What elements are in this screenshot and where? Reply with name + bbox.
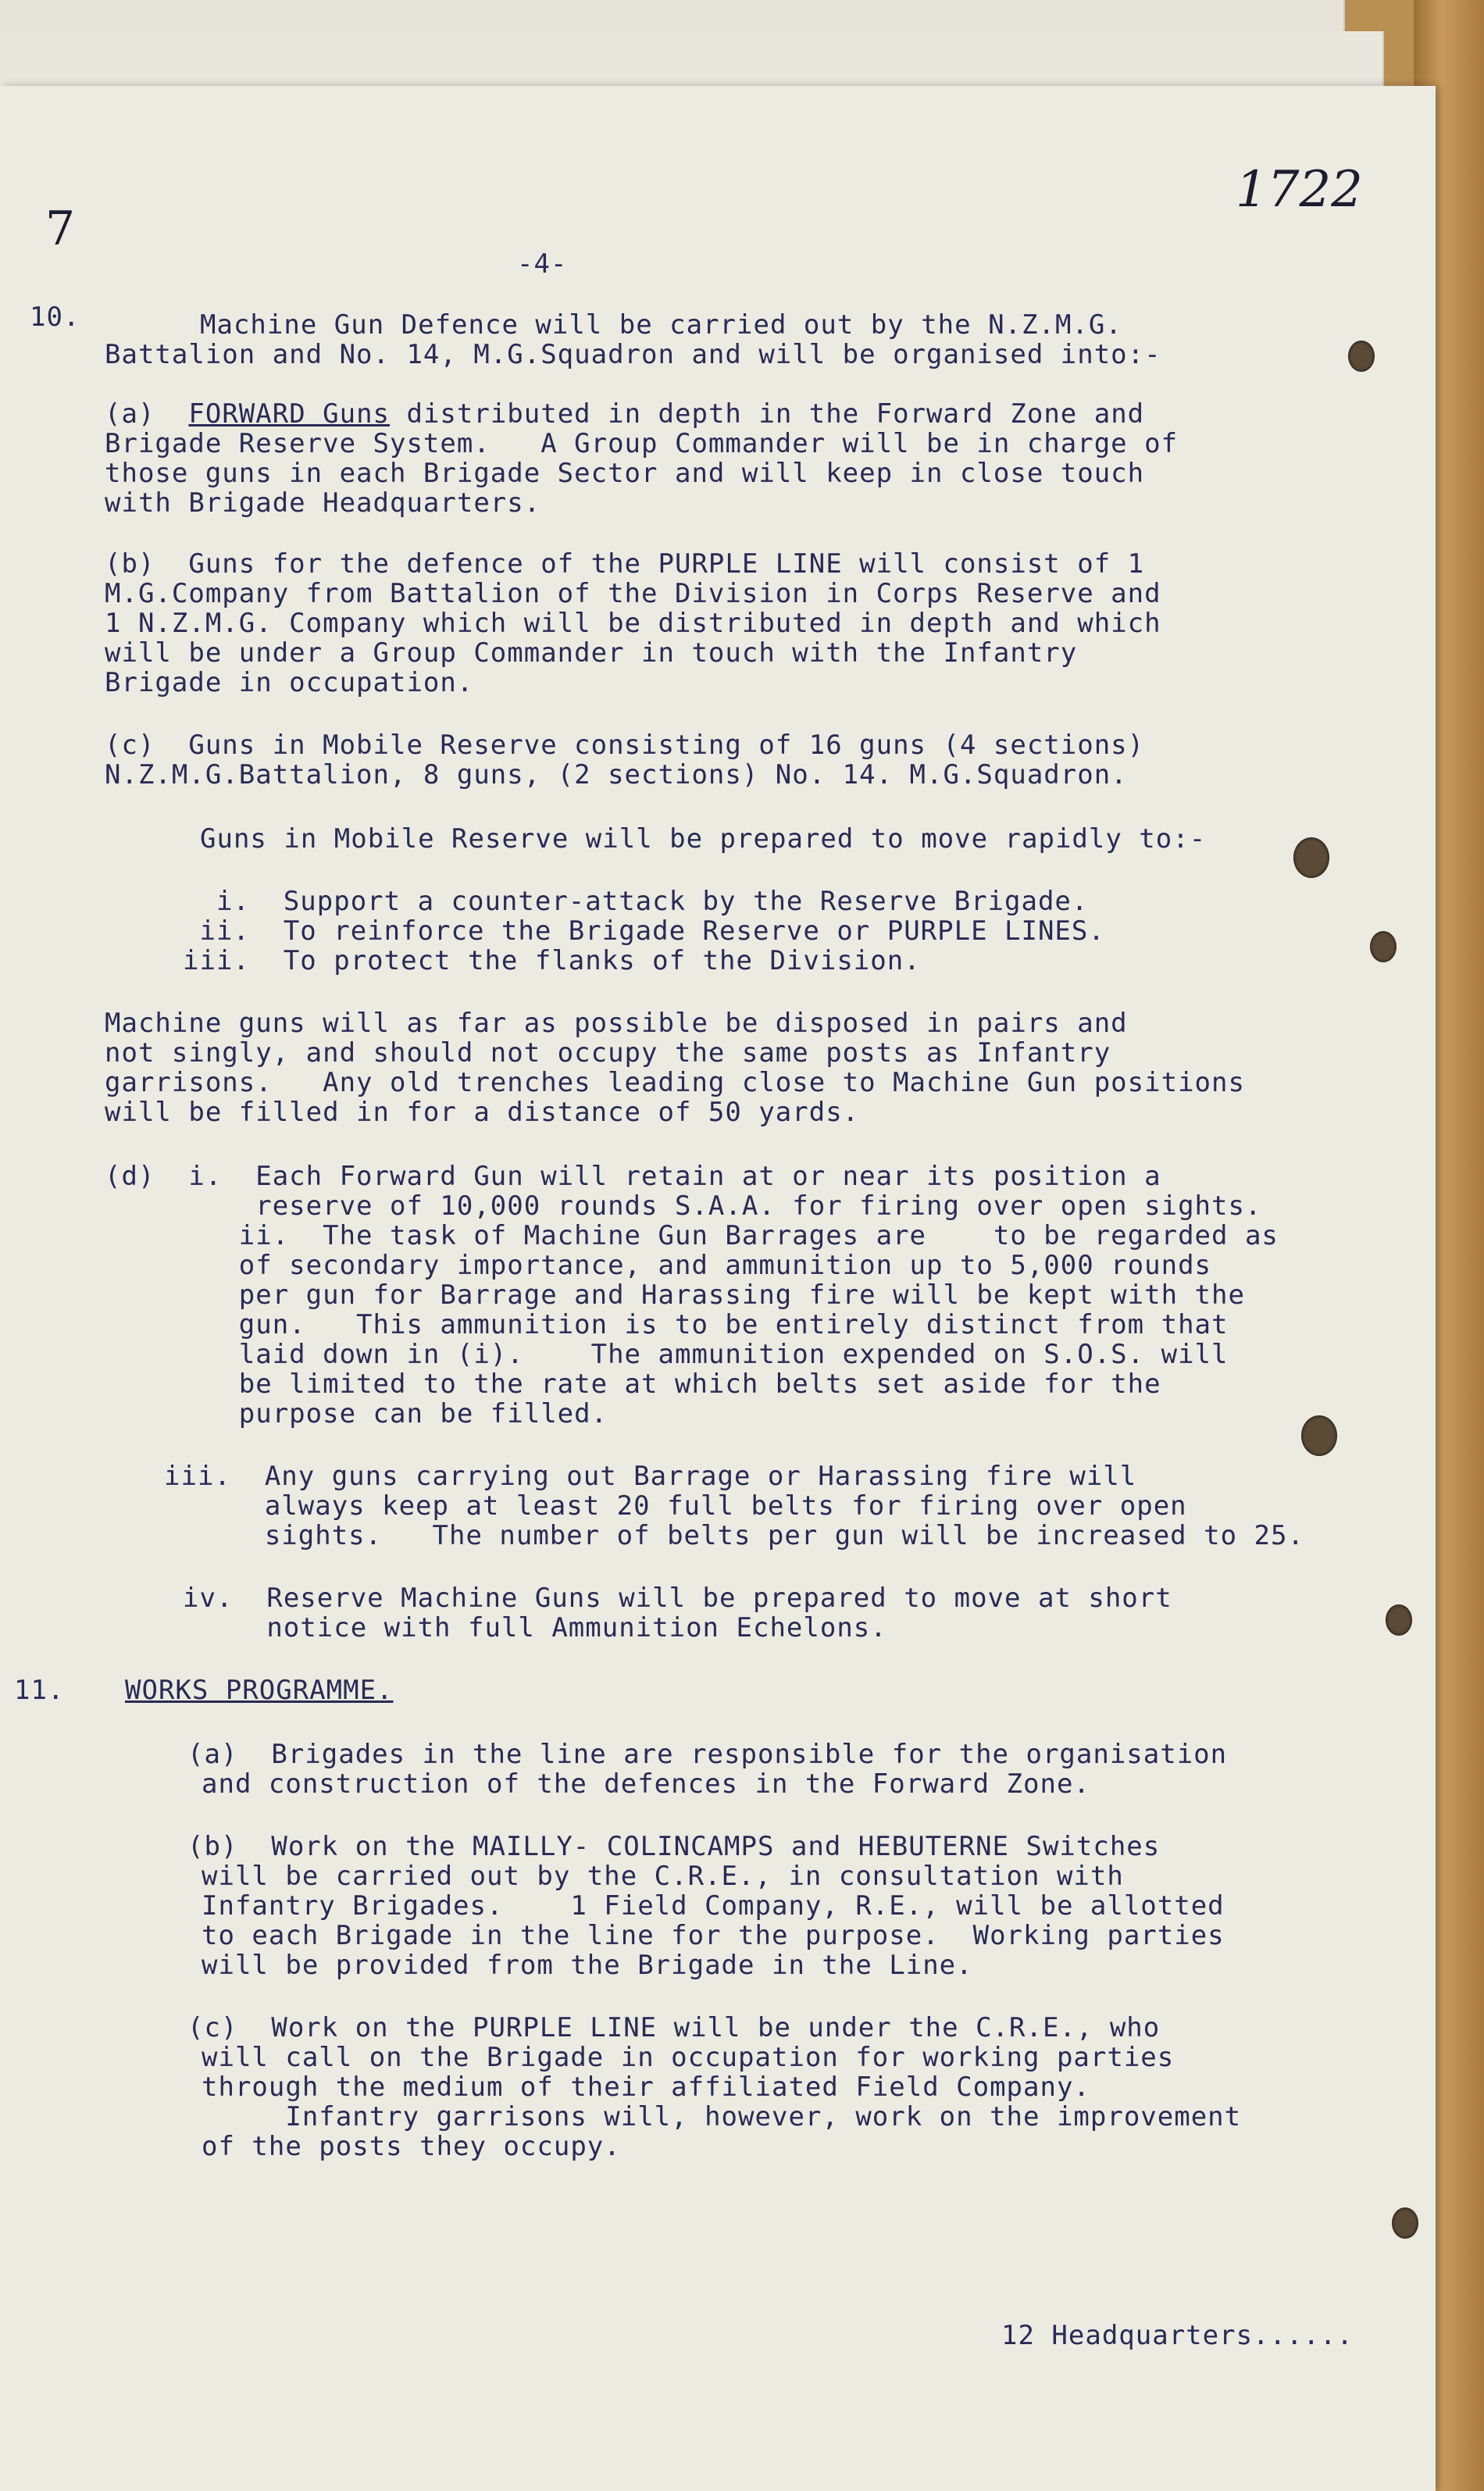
handwritten-page-number: 7 bbox=[45, 202, 76, 256]
text-line: through the medium of their affiliated Field Company. bbox=[202, 2072, 1090, 2103]
catchword: 12 Headquarters...... bbox=[1001, 2320, 1354, 2351]
text-line: (a) Brigades in the line are responsible for the organisation bbox=[187, 1739, 1228, 1770]
punch-hole bbox=[1392, 2207, 1418, 2239]
text-line: will be filled in for a distance of 50 yards. bbox=[105, 1097, 860, 1128]
text-line: iii. Any guns carrying out Barrage or Harassing fire will bbox=[164, 1461, 1137, 1492]
text-line bbox=[105, 398, 1144, 430]
list-item: i. Support a counter-attack by the Reserve Brigade. bbox=[183, 886, 1089, 917]
text-line: iv. Reserve Machine Guns will be prepared to move at short bbox=[183, 1583, 1172, 1614]
text-line: Infantry Brigades. 1 Field Company, R.E., will be allotted bbox=[202, 1890, 1225, 1922]
punch-hole bbox=[1293, 837, 1329, 878]
text-line: will call on the Brigade in occupation for working parties bbox=[202, 2042, 1175, 2073]
punch-hole bbox=[1370, 931, 1397, 962]
text-line: (d) i. Each Forward Gun will retain at or near its position a bbox=[105, 1161, 1161, 1192]
text-line: will be under a Group Commander in touch with the Infantry bbox=[105, 637, 1078, 669]
text-line: Guns in Mobile Reserve will be prepared to move rapidly to:- bbox=[200, 823, 1207, 855]
list-item: iii. To protect the flanks of the Division. bbox=[183, 945, 921, 976]
text-line: Battalion and No. 14, M.G.Squadron and will be organised into:- bbox=[105, 339, 1161, 370]
punch-hole bbox=[1386, 1604, 1412, 1636]
handwritten-folio-number: 1722 bbox=[1236, 161, 1363, 219]
text-line: will be provided from the Brigade in the Line. bbox=[202, 1950, 973, 1981]
text-line: of secondary importance, and ammunition up to 5,000 rounds bbox=[105, 1250, 1212, 1281]
text-line: and construction of the defences in the Forward Zone. bbox=[202, 1768, 1090, 1800]
text-line: gun. This ammunition is to be entirely distinct from that bbox=[105, 1309, 1229, 1340]
punch-hole bbox=[1301, 1415, 1337, 1456]
page-number: -4- bbox=[517, 248, 568, 280]
text-line: those guns in each Brigade Sector and will keep in close touch bbox=[105, 458, 1145, 489]
text-line: garrisons. Any old trenches leading close to Machine Gun positions bbox=[105, 1067, 1245, 1098]
subparagraph-label: (a) bbox=[105, 398, 155, 430]
text-line: N.Z.M.G.Battalion, 8 guns, (2 sections) No. 14. M.G.Squadron. bbox=[105, 759, 1128, 790]
section-heading: WORKS PROGRAMME. bbox=[125, 1675, 394, 1706]
paragraph-number: 11. bbox=[14, 1675, 65, 1706]
text-line: notice with full Ammunition Echelons. bbox=[183, 1612, 887, 1643]
text-line: Infantry garrisons will, however, work on the improvement bbox=[202, 2101, 1242, 2132]
text-line: be limited to the rate at which belts set aside for the bbox=[105, 1369, 1161, 1400]
text-line: Brigade Reserve System. A Group Commander will be in charge of bbox=[105, 428, 1179, 459]
text-line: will be carried out by the C.R.E., in consultation with bbox=[202, 1861, 1124, 1892]
text-line: M.G.Company from Battalion of the Division in Corps Reserve and bbox=[105, 578, 1161, 609]
text-line: always keep at least 20 full belts for firing over open bbox=[164, 1490, 1187, 1522]
text-line: (b) Guns for the defence of the PURPLE LINE will consist of 1 bbox=[105, 548, 1145, 580]
text-line: (c) Guns in Mobile Reserve consisting of 16 guns (4 sections) bbox=[105, 730, 1145, 761]
text-line: to each Brigade in the line for the purpose. Working parties bbox=[202, 1920, 1225, 1951]
text-line: laid down in (i). The ammunition expended on S.O.S. will bbox=[105, 1339, 1229, 1370]
text-line: (c) Work on the PURPLE LINE will be under the C.R.E., who bbox=[187, 2012, 1161, 2043]
text-line: with Brigade Headquarters. bbox=[105, 487, 541, 519]
punch-hole bbox=[1348, 341, 1375, 372]
text-line: Machine Gun Defence will be carried out by the N.Z.M.G. bbox=[200, 309, 1122, 341]
text-line: (b) Work on the MAILLY- COLINCAMPS and HEBUTERNE Switches bbox=[187, 1831, 1161, 1862]
text-line: per gun for Barrage and Harassing fire will be kept with the bbox=[105, 1279, 1245, 1311]
text-line: reserve of 10,000 rounds S.A.A. for firing over open sights. bbox=[105, 1190, 1262, 1222]
underlined-heading: FORWARD Guns bbox=[188, 398, 391, 430]
text-line: Machine guns will as far as possible be disposed in pairs and bbox=[105, 1008, 1128, 1039]
list-item: ii. To reinforce the Brigade Reserve or PURPLE LINES. bbox=[183, 915, 1105, 947]
paragraph-number: 10. bbox=[30, 302, 80, 333]
text-line: ii. The task of Machine Gun Barrages are to be regarded as bbox=[105, 1220, 1279, 1251]
text-line: Brigade in occupation. bbox=[105, 667, 474, 698]
text-line: 1 N.Z.M.G. Company which will be distributed in depth and which bbox=[105, 608, 1161, 639]
text-fragment: distributed in depth in the Forward Zone and bbox=[390, 398, 1145, 430]
text-line: purpose can be filled. bbox=[105, 1398, 608, 1429]
text-line: of the posts they occupy. bbox=[202, 2131, 621, 2162]
text-line: sights. The number of belts per gun will be increased to 25. bbox=[164, 1520, 1304, 1551]
text-line: not singly, and should not occupy the same posts as Infantry bbox=[105, 1037, 1111, 1069]
